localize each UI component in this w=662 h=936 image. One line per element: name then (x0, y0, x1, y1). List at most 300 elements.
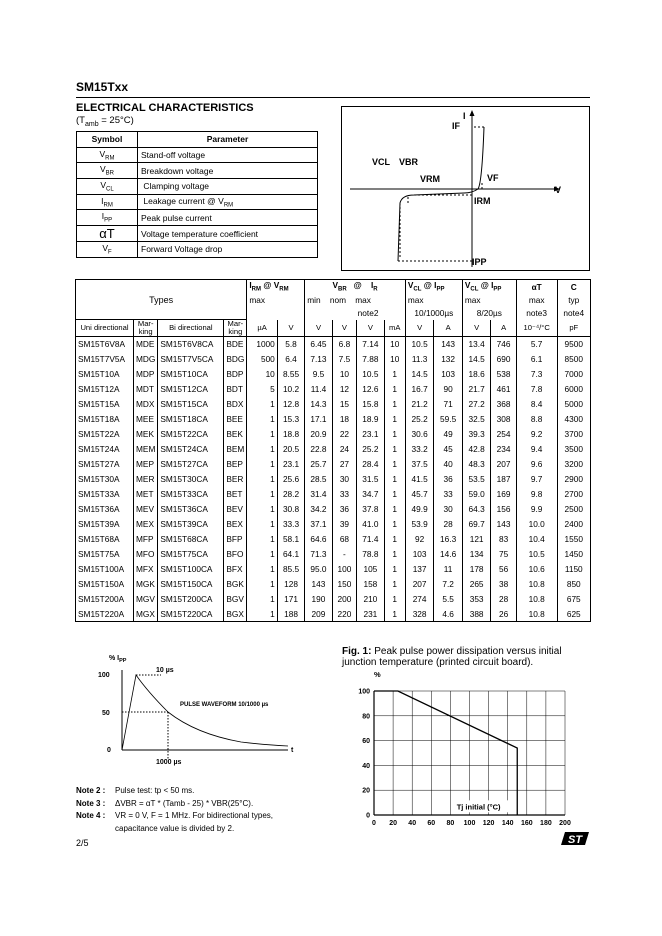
symbol-cell: $I_{PP}$ (77, 210, 138, 226)
types-cell: SM15T30CA (158, 472, 224, 487)
figure1-x-tick: 200 (559, 820, 571, 827)
symbol-cell: $I_{RM}$ (77, 194, 138, 210)
types-cell: 7.13 (305, 352, 332, 367)
types-cell: 1 (384, 517, 405, 532)
notes (76, 785, 273, 835)
types-table (75, 279, 591, 622)
types-cell: BEK (224, 427, 247, 442)
types-cell: 18.8 (277, 427, 304, 442)
types-cell: MDG (134, 352, 158, 367)
types-cell: 25.2 (357, 442, 384, 457)
types-cell: 14.5 (462, 352, 491, 367)
types-cell: SM15T24CA (158, 442, 224, 457)
types-cell: 39 (332, 517, 356, 532)
types-cell: 78.8 (357, 547, 384, 562)
types-cell: MEP (134, 457, 158, 472)
types-cell: 103 (434, 367, 463, 382)
figure1-caption: Fig. 1: Peak pulse power dissipation versus initial junction temperature (printed circuit board). (342, 646, 562, 668)
types-cell: 9.8 (516, 487, 557, 502)
types-cell: 40 (434, 457, 463, 472)
types-cell: 143 (491, 517, 516, 532)
vcl-1000-max: max (405, 294, 462, 307)
types-row (76, 382, 591, 397)
types-cell: 1 (247, 517, 277, 532)
types-cell: 220 (332, 607, 356, 622)
figure1-y-tick: 0 (366, 812, 370, 820)
symbol-row (77, 147, 318, 163)
types-row (76, 517, 591, 532)
i-axis-arrow (470, 110, 475, 116)
label-vf: VF (487, 173, 499, 183)
types-cell: 353 (462, 592, 491, 607)
types-cell: MEV (134, 502, 158, 517)
types-cell: MEM (134, 442, 158, 457)
types-cell: SM15T18CA (158, 412, 224, 427)
types-cell: SM15T33A (76, 487, 134, 502)
types-cell: 10.8 (516, 592, 557, 607)
title-rule (76, 97, 590, 98)
figure1-y-label: % (374, 670, 381, 679)
parameter-cell: Voltage temperature coefficient (138, 226, 318, 242)
figure1-x-tick: 80 (446, 820, 455, 827)
label-irm: IRM (474, 196, 491, 206)
pulse-tick-100: 100 (98, 672, 110, 679)
types-cell: 23.1 (357, 427, 384, 442)
figure1-chart (342, 667, 580, 833)
types-cell: 207 (405, 577, 433, 592)
types-cell: SM15T30A (76, 472, 134, 487)
types-cell: 1 (384, 457, 405, 472)
types-cell: BDT (224, 382, 247, 397)
types-cell: 1 (384, 532, 405, 547)
label-if: IF (452, 121, 460, 131)
figure1-y-tick: 100 (358, 688, 370, 696)
types-cell: 36 (434, 472, 463, 487)
types-cell: 10.5 (357, 367, 384, 382)
types-cell: 254 (491, 427, 516, 442)
types-cell: 10.0 (516, 517, 557, 532)
types-cell: SM15T200CA (158, 592, 224, 607)
types-cell: 37.1 (305, 517, 332, 532)
types-cell: 30 (332, 472, 356, 487)
types-cell: 39.3 (462, 427, 491, 442)
types-cell: 1 (247, 592, 277, 607)
unit-header: V (405, 320, 433, 337)
types-cell: 16.7 (405, 382, 433, 397)
unit-header: V (332, 320, 356, 337)
types-cell: 1000 (247, 337, 277, 352)
types-cell: 48.3 (462, 457, 491, 472)
types-cell: 31.4 (305, 487, 332, 502)
types-cell: 388 (462, 607, 491, 622)
types-cell: 90 (434, 382, 463, 397)
iv-curve (398, 127, 484, 261)
types-row (76, 457, 591, 472)
types-cell: 49 (434, 427, 463, 442)
types-cell: 178 (462, 562, 491, 577)
types-cell: MGV (134, 592, 158, 607)
types-cell: SM15T39A (76, 517, 134, 532)
types-cell: MEE (134, 412, 158, 427)
types-row (76, 607, 591, 622)
types-cell: 10.6 (516, 562, 557, 577)
types-cell: 1 (384, 487, 405, 502)
parameter-cell: Leakage current @ $V_{RM}$ (138, 194, 318, 210)
symbol-row (77, 226, 318, 242)
types-cell: 71.4 (357, 532, 384, 547)
types-cell: 64.1 (277, 547, 304, 562)
symbol-row (77, 163, 318, 179)
types-cell: 14.3 (305, 397, 332, 412)
unit-header: Mar- king (224, 320, 247, 337)
types-cell: BDE (224, 337, 247, 352)
pulse-waveform-chart (76, 648, 306, 770)
types-cell: 16.3 (434, 532, 463, 547)
types-cell: 59.0 (462, 487, 491, 502)
types-row (76, 547, 591, 562)
unit-header: V (305, 320, 332, 337)
types-cell: 10.8 (516, 607, 557, 622)
figure1-x-tick: 100 (463, 820, 476, 827)
c-note4: note4 (557, 307, 591, 320)
types-cell: 9.5 (305, 367, 332, 382)
types-cell: 14.5 (405, 367, 433, 382)
vbr-note2: note2 (305, 307, 406, 320)
types-cell: 6.4 (277, 352, 304, 367)
symbol-cell: $V_F$ (77, 242, 138, 258)
types-cell: 11.4 (305, 382, 332, 397)
types-cell: 30 (434, 502, 463, 517)
alphat-max: max (516, 294, 557, 307)
label-vrm: VRM (420, 174, 440, 184)
types-cell: 538 (491, 367, 516, 382)
types-cell: 2500 (557, 502, 591, 517)
pulse-waveform-caption: PULSE WAVEFORM 10/1000 µs (180, 702, 269, 708)
types-cell: SM15T10CA (158, 367, 224, 382)
types-cell: BEE (224, 412, 247, 427)
figure1-x-label: Tj initial (°C) (456, 802, 501, 812)
types-cell: 6.8 (332, 337, 356, 352)
irm-max: max (247, 294, 305, 307)
types-cell: 38 (491, 577, 516, 592)
types-cell: 6000 (557, 382, 591, 397)
types-cell: 1450 (557, 547, 591, 562)
types-cell: SM15T220CA (158, 607, 224, 622)
types-cell: BER (224, 472, 247, 487)
types-cell: SM15T39CA (158, 517, 224, 532)
types-cell: 1150 (557, 562, 591, 577)
types-row (76, 562, 591, 577)
types-row (76, 367, 591, 382)
types-cell: 265 (462, 577, 491, 592)
figure1-series-line (374, 691, 517, 815)
types-row (76, 412, 591, 427)
page-title: SM15Txx (76, 80, 129, 94)
types-cell: MDE (134, 337, 158, 352)
types-cell: SM15T36CA (158, 502, 224, 517)
figure1-grid (374, 691, 565, 815)
types-cell: 128 (277, 577, 304, 592)
types-cell: BEM (224, 442, 247, 457)
vcl-820-pulse: 8/20µs (462, 307, 516, 320)
types-cell: 143 (305, 577, 332, 592)
types-cell: 31.5 (357, 472, 384, 487)
types-cell: 121 (462, 532, 491, 547)
symbol-cell: $V_{CL}$ (77, 179, 138, 195)
types-cell: 34.2 (305, 502, 332, 517)
figure1-y-tick: 60 (362, 738, 370, 746)
types-cell: 207 (491, 457, 516, 472)
types-cell: SM15T68A (76, 532, 134, 547)
figure1-x-tick: 180 (540, 820, 552, 827)
types-cell: 28 (434, 517, 463, 532)
types-cell: 100 (332, 562, 356, 577)
types-cell: 7.88 (357, 352, 384, 367)
types-cell: BEP (224, 457, 247, 472)
types-cell: 5.7 (516, 337, 557, 352)
unit-header: 10⁻⁴/°C (516, 320, 557, 337)
types-cell: 143 (434, 337, 463, 352)
types-cell: 83 (491, 532, 516, 547)
symbol-cell: αT (77, 226, 138, 242)
st-logo-text: ST (568, 834, 583, 846)
types-cell: 134 (462, 547, 491, 562)
types-cell: MER (134, 472, 158, 487)
types-cell: 8.4 (516, 397, 557, 412)
types-cell: 10.5 (405, 337, 433, 352)
types-cell: MEX (134, 517, 158, 532)
types-cell: 27.2 (462, 397, 491, 412)
types-cell: 1 (384, 382, 405, 397)
types-cell: 1 (384, 547, 405, 562)
figure1-x-tick: 20 (389, 820, 397, 827)
types-cell: 20.5 (277, 442, 304, 457)
types-cell: 187 (491, 472, 516, 487)
types-cell: 58.1 (277, 532, 304, 547)
types-cell: 28.4 (357, 457, 384, 472)
figure1-x-tick: 140 (501, 820, 514, 827)
types-cell: 53.9 (405, 517, 433, 532)
types-cell: 45 (434, 442, 463, 457)
types-cell: 33 (434, 487, 463, 502)
iv-diagram-svg (342, 107, 591, 272)
parameter-cell: Forward Voltage drop (138, 242, 318, 258)
types-cell: 625 (557, 607, 591, 622)
types-row (76, 442, 591, 457)
types-cell: MDP (134, 367, 158, 382)
types-cell: SM15T75CA (158, 547, 224, 562)
symbol-row (77, 179, 318, 195)
types-cell: 9500 (557, 337, 591, 352)
irm-blank (247, 307, 305, 320)
types-cell: 1 (247, 502, 277, 517)
types-cell: 18 (332, 412, 356, 427)
types-cell: 18.9 (357, 412, 384, 427)
types-cell: SM15T68CA (158, 532, 224, 547)
types-cell: SM15T15A (76, 397, 134, 412)
types-cell: 1 (384, 577, 405, 592)
types-cell: MGX (134, 607, 158, 622)
types-cell: 231 (357, 607, 384, 622)
types-cell: 10.8 (516, 577, 557, 592)
types-cell: 33.3 (277, 517, 304, 532)
types-cell: 71 (434, 397, 463, 412)
types-cell: SM15T150A (76, 577, 134, 592)
types-cell: 33 (332, 487, 356, 502)
types-cell: 3200 (557, 457, 591, 472)
types-cell: 10.5 (516, 547, 557, 562)
types-cell: SM15T150CA (158, 577, 224, 592)
types-cell: 1 (247, 607, 277, 622)
unit-header: pF (557, 320, 591, 337)
types-cell: 156 (491, 502, 516, 517)
types-cell: 188 (277, 607, 304, 622)
pulse-1000us-label: 1000 µs (156, 759, 182, 766)
types-cell: 5.8 (277, 337, 304, 352)
types-cell: 28.2 (277, 487, 304, 502)
types-cell: SM15T6V8CA (158, 337, 224, 352)
label-vbr: VBR (399, 157, 419, 167)
types-cell: 21.7 (462, 382, 491, 397)
types-cell: 4.6 (434, 607, 463, 622)
vcl-820-group-header: $V_{CL}$ @ $I_{PP}$ (462, 280, 516, 294)
types-row (76, 577, 591, 592)
parameter-header: Parameter (138, 132, 318, 148)
figure1-y-tick: 80 (362, 713, 370, 721)
parameter-cell: Clamping voltage (138, 179, 318, 195)
types-cell: 1 (384, 502, 405, 517)
symbol-row (77, 210, 318, 226)
types-cell: 28 (491, 592, 516, 607)
types-cell: 17.1 (305, 412, 332, 427)
types-cell: BGK (224, 577, 247, 592)
types-cell: 209 (305, 607, 332, 622)
types-cell: 328 (405, 607, 433, 622)
types-cell: 56 (491, 562, 516, 577)
types-cell: 15 (332, 397, 356, 412)
types-cell: SM15T6V8A (76, 337, 134, 352)
types-cell: 9.9 (516, 502, 557, 517)
types-cell: 12 (332, 382, 356, 397)
types-cell: BET (224, 487, 247, 502)
unit-header: Uni directional (76, 320, 134, 337)
types-cell: 103 (405, 547, 433, 562)
types-cell: SM15T200A (76, 592, 134, 607)
symbol-cell: $V_{RM}$ (77, 147, 138, 163)
types-cell: BGX (224, 607, 247, 622)
types-cell: 5 (247, 382, 277, 397)
pulse-tick-0: 0 (107, 747, 111, 754)
types-cell: 37.8 (357, 502, 384, 517)
types-cell: 18.6 (462, 367, 491, 382)
figure1-x-tick: 60 (427, 820, 436, 827)
types-cell: 234 (491, 442, 516, 457)
types-cell: 27 (332, 457, 356, 472)
types-cell: 71.3 (305, 547, 332, 562)
types-cell: 169 (491, 487, 516, 502)
types-cell: MDT (134, 382, 158, 397)
types-row (76, 427, 591, 442)
section-title: ELECTRICAL CHARACTERISTICS (76, 102, 254, 114)
types-cell: 1 (247, 532, 277, 547)
types-cell: 24 (332, 442, 356, 457)
types-cell: 10.4 (516, 532, 557, 547)
types-cell: 200 (332, 592, 356, 607)
types-cell: SM15T33CA (158, 487, 224, 502)
types-cell: 190 (305, 592, 332, 607)
types-cell: SM15T100A (76, 562, 134, 577)
types-cell: SM15T36A (76, 502, 134, 517)
types-cell: 34.7 (357, 487, 384, 502)
types-cell: 5.5 (434, 592, 463, 607)
symbol-cell: $V_{BR}$ (77, 163, 138, 179)
types-row (76, 592, 591, 607)
types-row (76, 337, 591, 352)
types-cell: 85.5 (277, 562, 304, 577)
c-header: C (557, 280, 591, 294)
vcl-1000-pulse: 10/1000µs (405, 307, 462, 320)
types-row (76, 472, 591, 487)
types-cell: 137 (405, 562, 433, 577)
types-cell: 20.9 (305, 427, 332, 442)
parameter-cell: Peak pulse current (138, 210, 318, 226)
types-cell: 7.8 (516, 382, 557, 397)
types-cell: 171 (277, 592, 304, 607)
irm-group-header: $I_{RM}$ @ $V_{RM}$ (247, 280, 305, 294)
types-cell: SM15T7V5A (76, 352, 134, 367)
types-cell: 158 (357, 577, 384, 592)
types-cell: SM15T22A (76, 427, 134, 442)
types-cell: BEX (224, 517, 247, 532)
label-i: I (463, 111, 466, 121)
types-cell: BDP (224, 367, 247, 382)
types-cell: 26 (491, 607, 516, 622)
types-row (76, 532, 591, 547)
types-cell: SM15T75A (76, 547, 134, 562)
types-cell: 132 (434, 352, 463, 367)
types-cell: 25.7 (305, 457, 332, 472)
types-cell: 9.7 (516, 472, 557, 487)
types-cell: 8500 (557, 352, 591, 367)
types-cell: 10.2 (277, 382, 304, 397)
types-cell: SM15T12CA (158, 382, 224, 397)
symbol-header: Symbol (77, 132, 138, 148)
unit-header: V (462, 320, 491, 337)
section-subtitle: $(T_{amb} = 25^\circ C)$ (76, 115, 134, 128)
symbol-row (77, 194, 318, 210)
types-cell: 1 (384, 397, 405, 412)
types-cell: 2400 (557, 517, 591, 532)
types-cell: 13.4 (462, 337, 491, 352)
types-cell: 15.3 (277, 412, 304, 427)
types-cell: 1 (247, 457, 277, 472)
types-cell: 12.8 (277, 397, 304, 412)
alphat-note3: note3 (516, 307, 557, 320)
types-row (76, 352, 591, 367)
unit-header: V (357, 320, 384, 337)
types-cell: SM15T12A (76, 382, 134, 397)
types-cell: SM15T24A (76, 442, 134, 457)
types-cell: 461 (491, 382, 516, 397)
types-cell: SM15T27CA (158, 457, 224, 472)
types-cell: SM15T15CA (158, 397, 224, 412)
pulse-tick-50: 50 (102, 710, 110, 717)
unit-header: Bi directional (158, 320, 224, 337)
types-cell: 22.8 (305, 442, 332, 457)
types-cell: SM15T27A (76, 457, 134, 472)
types-cell: 37.5 (405, 457, 433, 472)
types-cell: - (332, 547, 356, 562)
